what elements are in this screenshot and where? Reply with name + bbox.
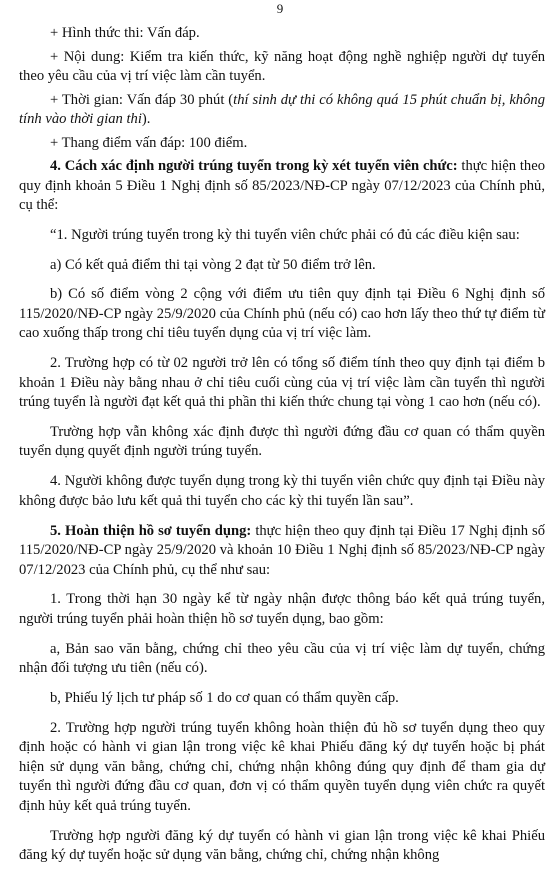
exam-time-text: + Thời gian: Vấn đáp 30 phút ( [50,91,234,108]
paragraph-fraud-case: Trường hợp người đăng ký dự tuyển có hành vi gian lận trong việc kê khai Phiếu đăng ký dự tuyển hoặc sử dụng văn bằng, chứng chỉ, chứng nhận không [19,827,545,864]
section-5-text: thực hiện theo quy định tại Điều 17 Nghị định số 115/2020/NĐ-CP ngày 25/9/2020 và khoản 10 Điều 1 Nghị định số 85/2023/NĐ-CP ngày 07/12/2023 của Chính phủ, cụ thể như sau: [19,522,545,578]
paragraph-condition-2: 2. Trường hợp có từ 02 người trở lên có tổng số điểm tính theo quy định tại điểm b khoản 1 Điều này bằng nhau ở chỉ tiêu cuối cùng của vị trí việc làm cần tuyển thì người trúng tuyển là người đạt kết quả thi phần thi kiến thức chung tại vòng 1 cao hơn (nếu có). [19,355,545,411]
paragraph-dossier-a: a, Bản sao văn bằng, chứng chỉ theo yêu cầu của vị trí việc làm dự tuyển, chứng nhận đối tượng ưu tiên (nếu có). [19,640,545,677]
section-4-text: thực hiện theo quy định khoản 5 Điều 1 Nghị định số 85/2023/NĐ-CP ngày 07/12/2023 của Chính phủ, cụ thể: [19,158,545,213]
paragraph-condition-a: a) Có kết quả điểm thi tại vòng 2 đạt từ 50 điểm trở lên. [50,256,376,273]
paragraph-section-5 [19,522,545,581]
paragraph-exam-content: + Nội dung: Kiểm tra kiến thức, kỹ năng hoạt động nghề nghiệp người dự tuyển theo yêu cầu của vị trí việc làm cần tuyển. [19,48,545,84]
paragraph-exam-scale: + Thang điểm vấn đáp: 100 điểm. [50,134,248,151]
paragraph-dossier-b: b, Phiếu lý lịch tư pháp số 1 do cơ quan có thẩm quyền cấp. [50,689,399,706]
paragraph-condition-b: b) Có số điểm vòng 2 cộng với điểm ưu tiên quy định tại Điều 6 Nghị định số 115/2020/NĐ-CP ngày 25/9/2020 của Chính phủ (nếu có) cao hơn lấy theo thứ tự điểm từ cao xuống thấp trong chỉ tiêu tuyển dụng của vị trí việc làm. [19,286,545,342]
document-body [19,24,545,876]
paragraph-section-4 [19,157,545,216]
paragraph-exam-format: + Hình thức thi: Vấn đáp. [50,25,200,41]
paragraph-condition-1: “1. Người trúng tuyển trong kỳ thi tuyển viên chức phải có đủ các điều kiện sau: [50,226,520,243]
exam-time-close: ). [141,111,151,127]
paragraph-condition-4: 4. Người không được tuyển dụng trong kỳ thi tuyển viên chức quy định tại Điều này không được bảo lưu kết quả thi tuyển cho các kỳ thi tuyển lần sau”. [19,473,545,509]
page-number: 9 [276,1,284,16]
paragraph-exam-time [19,91,545,130]
paragraph-undetermined-case: Trường hợp vẫn không xác định được thì người đứng đầu cơ quan có thẩm quyền tuyển dụng quyết định người trúng tuyển. [19,423,545,460]
section-5-heading: 5. Hoàn thiện hồ sơ tuyển dụng: [50,522,252,539]
exam-time-note: thí sinh dự thi có không quá 15 phút chuẩn bị, không tính vào thời gian thi [19,91,545,127]
paragraph-dossier-2: 2. Trường hợp người trúng tuyển không hoàn thiện đủ hồ sơ tuyển dụng theo quy định hoặc có hành vi gian lận trong việc kê khai Phiếu đăng ký dự tuyển hoặc bị phát hiện sử dụng văn bằng, chứng chỉ, chứng nhận không đúng quy định để tham gia dự tuyển thì người đứng đầu cơ quan, đơn vị có thẩm quyền tuyển dụng viên chức ra quyết định hủy kết quả trúng tuyển. [19,719,545,814]
paragraph-dossier-1: 1. Trong thời hạn 30 ngày kể từ ngày nhận được thông báo kết quả trúng tuyển, người trúng tuyển phải hoàn thiện hồ sơ tuyển dụng, bao gồm: [19,591,545,627]
section-4-heading: 4. Cách xác định người trúng tuyển trong kỳ xét tuyển viên chức: [50,158,458,174]
